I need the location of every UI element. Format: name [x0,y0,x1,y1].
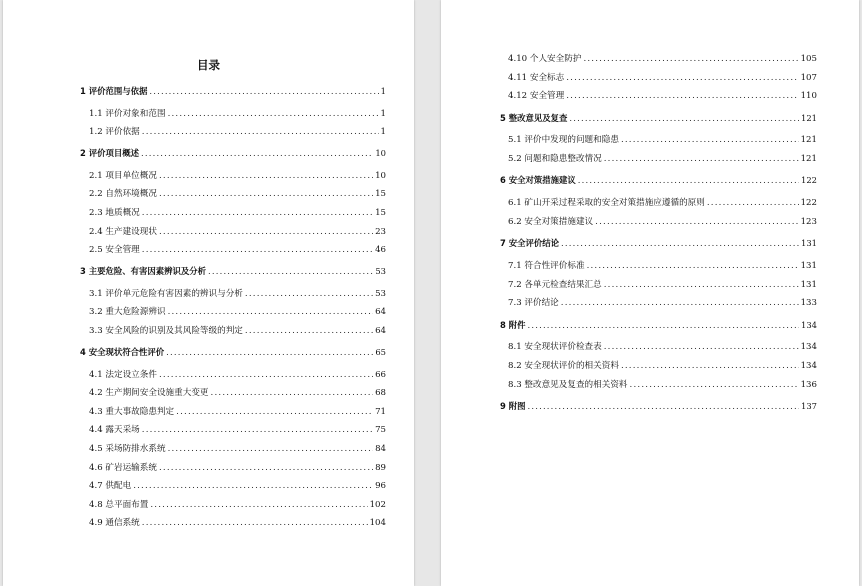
toc-entry[interactable] [89,405,386,419]
toc-entry-page: 131 [800,260,817,271]
toc-entry-title: 2.4 生产建设现状 [89,226,157,237]
toc-entry-title: 4.8 总平面布置 [89,499,149,510]
toc-leader-dots [604,278,799,292]
toc-leader-dots [561,296,799,310]
toc-entry-page: 68 [375,388,386,399]
toc-entry[interactable] [89,225,386,239]
toc-entry[interactable] [89,498,386,512]
toc-entry-title: 1 评价范围与依据 [80,86,148,96]
toc-entry-title: 4.1 法定设立条件 [89,369,157,380]
toc-entry[interactable] [500,399,817,413]
toc-entry-page: 53 [375,288,386,299]
toc-entry[interactable] [89,125,386,139]
toc-entry[interactable] [89,107,386,121]
toc-entry[interactable] [500,173,817,187]
toc-entry-title: 8 附件 [500,319,526,330]
toc-entry-page: 110 [800,91,817,102]
toc-entry-title: 5 整改意见及复查 [500,112,568,123]
toc-entry[interactable] [500,111,817,125]
toc-entry-page: 137 [801,400,817,411]
toc-entry[interactable] [89,187,386,201]
toc-entry-page: 104 [369,518,386,529]
toc-entry-page: 102 [369,499,386,510]
toc-entry[interactable] [80,345,386,359]
toc-leader-dots [528,399,800,413]
toc-leader-dots [208,264,373,278]
toc-entry-page: 84 [375,444,386,454]
toc-entry[interactable] [508,52,817,66]
toc-entry-title: 8.3 整改意见及复查的相关资料 [508,379,628,390]
toc-leader-dots [566,71,798,85]
toc-entry-title: 4.3 重大事故隐患判定 [89,406,175,417]
toc-entry[interactable] [500,236,817,250]
toc-leader-dots [621,359,799,373]
toc-entry-page: 1 [380,108,386,119]
toc-entry-title: 3.2 重大危险源辨识 [89,307,166,318]
toc-entry-page: 65 [375,347,386,357]
toc-entry-page: 15 [375,208,386,218]
toc-leader-dots [159,169,373,183]
toc-entry-title: 3.1 评价单元危险有害因素的辨识与分析 [89,288,243,299]
toc-entry-title: 4.5 采场防排水系统 [89,444,166,454]
toc-entry[interactable] [89,287,386,301]
toc-leader-dots [150,498,367,512]
toc-entry[interactable] [508,89,817,103]
toc-entry-title: 4.2 生产期间安全设施重大变更 [89,388,209,399]
toc-leader-dots [149,84,378,98]
toc-title: 目录 [197,58,220,72]
toc-entry-page: 123 [800,216,817,227]
toc-entry[interactable] [80,146,386,160]
toc-leader-dots [159,225,373,239]
toc-entry-title: 8.1 安全现状评价检查表 [508,342,602,353]
toc-entry-title: 7.2 各单元检查结果汇总 [508,279,602,290]
toc-entry-page: 134 [800,342,817,353]
toc-entry[interactable] [508,133,817,147]
toc-leader-dots [142,423,373,437]
toc-entry[interactable] [508,152,817,166]
toc-entry-title: 8.2 安全现状评价的相关资料 [508,360,619,371]
toc-leader-dots [159,187,373,201]
toc-entry[interactable] [89,305,386,319]
toc-entry-page: 64 [375,307,386,318]
toc-entry-title: 2.1 项目单位概况 [89,170,157,181]
toc-entry-title: 9 附图 [500,400,526,411]
toc-entry-title: 4.9 通信系统 [89,518,140,529]
toc-leader-dots [141,146,373,160]
toc-entry[interactable] [508,340,817,354]
toc-entry[interactable] [89,243,386,257]
toc-entry[interactable] [89,423,386,437]
toc-leader-dots [604,340,799,354]
toc-entry-page: 134 [801,319,817,330]
toc-entry[interactable] [508,296,817,310]
toc-leader-dots [159,368,373,382]
toc-entry[interactable] [80,84,386,98]
toc-leader-dots [604,152,799,166]
toc-leader-dots [168,442,374,456]
toc-leader-dots [245,324,373,338]
toc-leader-dots [566,89,798,103]
toc-leader-dots [578,173,799,187]
toc-entry[interactable] [508,196,817,210]
toc-leader-dots [168,107,379,121]
toc-entry[interactable] [508,278,817,292]
toc-entry-page: 53 [375,266,386,277]
toc-entry[interactable] [500,318,817,332]
toc-entry-title: 6 安全对策措施建议 [500,175,576,186]
toc-entry-page: 46 [375,245,386,256]
toc-entry-page: 122 [800,198,817,209]
toc-leader-dots [176,405,373,419]
toc-entry-page: 107 [800,72,817,83]
toc-entry[interactable] [508,259,817,273]
toc-entry-title: 1.2 评价依据 [89,127,140,138]
toc-entry-page: 131 [800,279,817,290]
toc-leader-dots [168,305,374,319]
toc-entry-title: 4.4 露天采场 [89,425,140,436]
toc-entry-title: 2.5 安全管理 [89,245,140,256]
toc-leader-dots [630,378,799,392]
toc-entry[interactable] [80,264,386,278]
toc-entry-title: 4.6 矿岩运输系统 [89,462,157,473]
toc-entry-title: 5.2 问题和隐患整改情况 [508,154,602,165]
toc-entry-title: 1.1 评价对象和范围 [89,108,166,119]
toc-entry-page: 71 [375,406,386,417]
toc-leader-dots [159,461,373,475]
toc-entry-title: 4.7 供配电 [89,481,132,492]
toc-leader-dots [142,243,373,257]
toc-entry-title: 7 安全评价结论 [500,238,559,249]
toc-entry-title: 7.1 符合性评价标准 [508,260,585,271]
document-page-left [3,0,414,586]
toc-entry[interactable] [89,169,386,183]
toc-entry[interactable] [89,442,386,456]
toc-leader-dots [528,318,800,332]
toc-entry-title: 4 安全现状符合性评价 [80,347,165,357]
toc-leader-dots [142,125,379,139]
toc-entry-page: 10 [375,148,386,159]
document-page-right [441,0,859,586]
toc-entry-title: 3.3 安全风险的识别及其风险等级的判定 [89,326,243,336]
toc-entry-title: 5.1 评价中发现的问题和隐患 [508,135,619,146]
toc-entry-page: 121 [800,154,817,165]
toc-entry[interactable] [89,516,386,530]
toc-entry-page: 1 [380,86,386,96]
toc-entry-title: 3 主要危险、有害因素辨识及分析 [80,266,206,277]
toc-entry[interactable] [508,215,817,229]
toc-entry-page: 131 [801,238,817,249]
toc-entry-page: 1 [380,127,386,138]
toc-entry[interactable] [89,206,386,220]
toc-entry[interactable] [89,386,386,400]
toc-entry[interactable] [508,359,817,373]
toc-leader-dots [142,516,368,530]
toc-entry-page: 23 [375,226,386,237]
toc-entry-title: 2 评价项目概述 [80,148,139,159]
toc-entry-title: 6.2 安全对策措施建议 [508,216,594,227]
toc-leader-dots [583,52,798,66]
toc-entry-page: 136 [800,379,817,390]
toc-leader-dots [561,236,799,250]
toc-leader-dots [587,259,799,273]
toc-entry[interactable] [508,71,817,85]
toc-leader-dots [211,386,374,400]
toc-entry[interactable] [89,479,386,493]
toc-leader-dots [707,196,799,210]
toc-entry-page: 121 [800,135,817,146]
toc-entry-title: 4.12 安全管理 [508,91,565,102]
toc-entry[interactable] [89,461,386,475]
toc-leader-dots [133,479,373,493]
toc-entry[interactable] [89,324,386,338]
toc-entry-title: 6.1 矿山开采过程采取的安全对策措施应遵循的原则 [508,198,705,209]
toc-entry-page: 134 [800,360,817,371]
toc-leader-dots [166,345,373,359]
toc-entry-title: 2.2 自然环境概况 [89,189,157,200]
toc-entry-page: 133 [800,298,817,309]
toc-leader-dots [595,215,798,229]
toc-entry-page: 89 [375,462,386,473]
toc-entry-page: 15 [375,189,386,200]
toc-entry-page: 121 [801,112,817,123]
toc-entry-page: 10 [375,170,386,181]
toc-leader-dots [245,287,373,301]
toc-entry-title: 2.3 地质概况 [89,208,140,218]
toc-entry-page: 105 [800,54,817,64]
toc-entry[interactable] [89,368,386,382]
toc-entry-page: 66 [375,369,386,380]
toc-entry-title: 7.3 评价结论 [508,298,559,309]
toc-entry-title: 4.11 安全标志 [508,72,565,83]
toc-entry-page: 122 [801,175,817,186]
toc-leader-dots [569,111,799,125]
toc-leader-dots [621,133,799,147]
toc-entry-page: 96 [375,481,386,492]
toc-entry[interactable] [508,378,817,392]
toc-entry-page: 64 [375,326,386,336]
toc-entry-page: 75 [375,425,386,436]
toc-entry-title: 4.10 个人安全防护 [508,54,582,64]
toc-leader-dots [142,206,373,220]
